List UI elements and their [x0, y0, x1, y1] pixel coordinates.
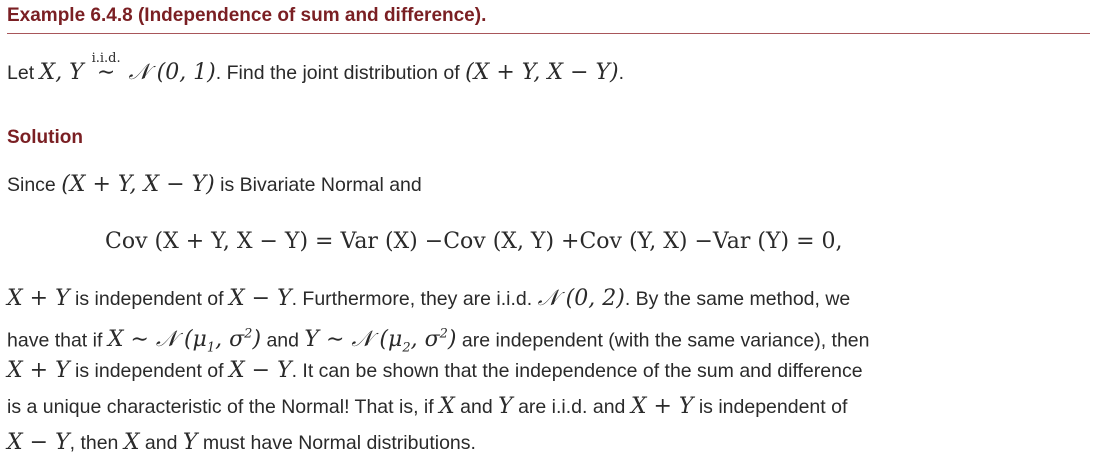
solution-line-1 [7, 172, 422, 198]
text-span: must have Normal distributions. [197, 432, 476, 454]
math-part: ) [252, 327, 262, 353]
iid-label: i.i.d. [91, 51, 121, 66]
title-divider [7, 33, 1090, 34]
text-span: Since [7, 174, 62, 196]
math-span: X + Y [7, 286, 70, 311]
text-span: is Bivariate Normal and [214, 174, 422, 196]
text-span: and [139, 432, 183, 454]
text-span: and [261, 329, 305, 352]
math-span [304, 327, 457, 356]
text-span: is independent of [693, 396, 848, 418]
problem-pair: (X + Y, X − Y) [465, 60, 619, 85]
text-span: . Furthermore, they are i.i.d. [291, 288, 538, 310]
text-span: have that if [7, 329, 108, 352]
math-span: (X + Y, X − Y) [61, 172, 215, 197]
subscript: 1 [206, 340, 216, 356]
math-span [107, 327, 262, 356]
math-span: X − Y [7, 430, 70, 455]
math-part: , σ [410, 327, 440, 353]
math-span: X + Y [630, 394, 694, 419]
text-span: is a unique characteristic of the Normal! That is, if [7, 396, 440, 418]
problem-lead: Let [7, 62, 40, 84]
iid-symbol [89, 51, 123, 86]
problem-end: . [618, 62, 625, 84]
solution-line-5 [7, 394, 847, 420]
example-title: Example 6.4.8 (Independence of sum and difference). [7, 5, 487, 26]
text-span: are i.i.d. and [512, 396, 631, 418]
math-span: Y [498, 394, 513, 419]
math-span: X − Y [228, 358, 292, 383]
text-span: is independent of [69, 288, 229, 310]
math-span: X [439, 394, 455, 419]
text-span: and [454, 396, 499, 418]
covariance-equation: Cov (X + Y, X − Y) = Var (X) −Cov (X, Y) +Cov (Y, X) −Var (Y) = 0, [105, 229, 843, 254]
solution-heading: Solution [7, 127, 83, 148]
text-span: are independent (with the same variance), then [456, 329, 870, 352]
solution-line-4 [7, 358, 863, 384]
problem-dist: 𝒩 (0, 1) [128, 60, 216, 85]
math-span: 𝒩 (0, 2) [537, 286, 625, 311]
iid-tilde: ∼ [96, 60, 116, 85]
math-span: X − Y [228, 286, 292, 311]
solution-line-2 [7, 286, 850, 312]
text-span: is independent of [69, 360, 229, 382]
math-span: X + Y [7, 358, 70, 383]
text-span: , then [69, 432, 124, 454]
math-part: X ∼ 𝒩 (μ [107, 327, 207, 353]
solution-line-3 [7, 322, 870, 362]
math-part: , σ [215, 327, 245, 353]
solution-line-6 [7, 430, 476, 456]
math-part: Y ∼ 𝒩 (μ [304, 327, 403, 353]
superscript: 2 [244, 327, 253, 342]
subscript: 2 [402, 340, 411, 356]
problem-vars: X, Y [39, 60, 84, 85]
math-span: Y [182, 430, 198, 455]
text-span: . By the same method, we [624, 288, 851, 310]
math-part: ) [447, 327, 457, 353]
problem-mid: . Find the joint distribution of [215, 62, 466, 84]
problem-statement [7, 51, 625, 86]
text-span: . It can be shown that the independence of the sum and difference [291, 360, 863, 382]
math-span: X [123, 430, 140, 455]
superscript: 2 [439, 327, 448, 342]
